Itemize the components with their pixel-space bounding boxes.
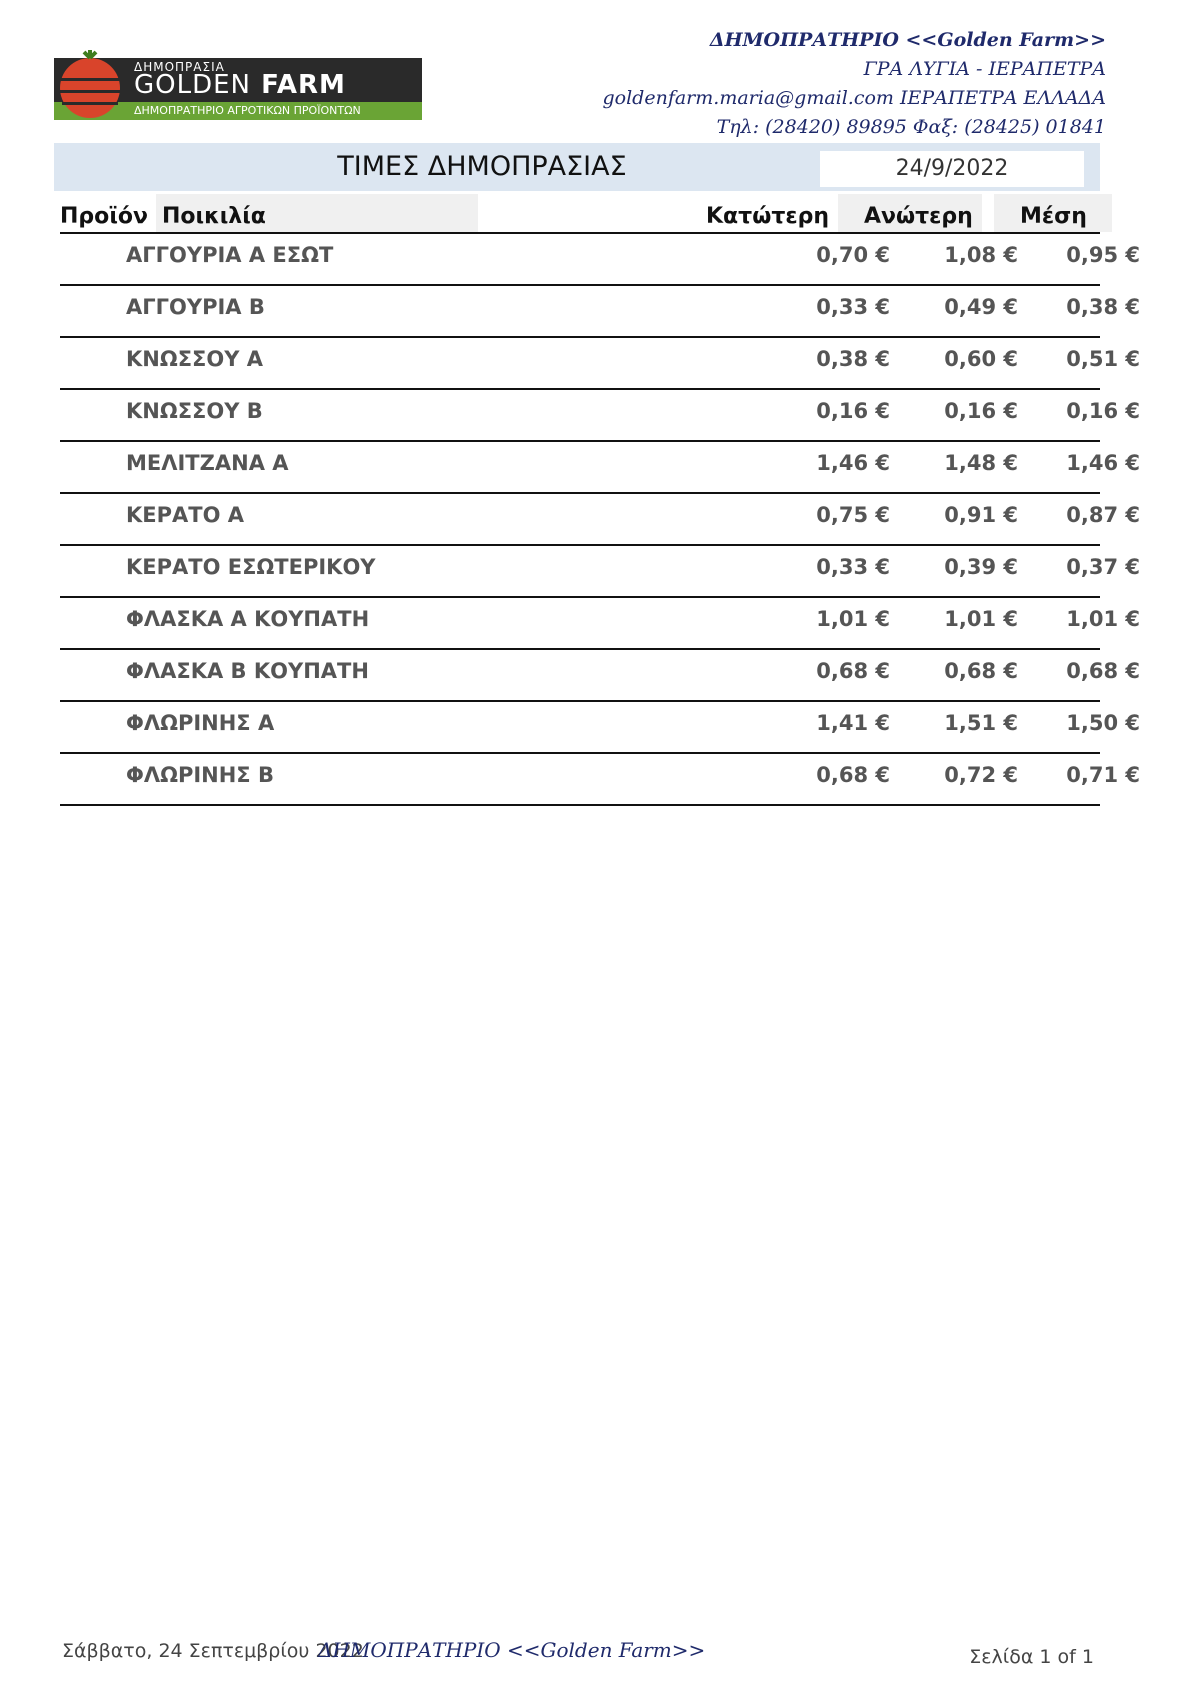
price-high: 0,60 €	[944, 347, 1018, 371]
logo-subtitle: ΔΗΜΟΠΡΑΤΗΡΙΟ ΑΓΡΟΤΙΚΩΝ ΠΡΟΪΟΝΤΩΝ	[134, 104, 361, 117]
table-row	[60, 442, 1140, 494]
product-name: ΑΓΓΟΥΡΙΑ Β	[126, 295, 265, 319]
product-name: ΚΝΩΣΣΟΥ Α	[126, 347, 264, 371]
logo-brand-light: GOLDEN	[134, 70, 251, 100]
footer-date: Σάββατο, 24 Σεπτεμβρίου 2022	[62, 1640, 364, 1662]
price-low: 1,01 €	[816, 607, 890, 631]
product-name: ΑΓΓΟΥΡΙΑ Α ΕΣΩΤ	[126, 243, 334, 267]
table-row	[60, 546, 1140, 598]
table-row	[60, 650, 1140, 702]
column-low: Κατώτερη	[706, 204, 830, 229]
price-high: 0,16 €	[944, 399, 1018, 423]
price-low: 0,75 €	[816, 503, 890, 527]
price-avg: 0,37 €	[1066, 555, 1140, 579]
price-high: 0,49 €	[944, 295, 1018, 319]
price-avg: 0,95 €	[1066, 243, 1140, 267]
contact-block	[603, 26, 1107, 142]
contact-email: goldenfarm.maria@gmail.com ΙΕΡΑΠΕΤΡΑ ΕΛΛΑΔΑ	[602, 87, 1106, 109]
price-avg: 0,51 €	[1066, 347, 1140, 371]
column-avg: Μέση	[1020, 204, 1087, 229]
price-avg: 0,71 €	[1066, 763, 1140, 787]
price-low: 1,46 €	[816, 451, 890, 475]
price-low: 0,33 €	[816, 555, 890, 579]
report-title: ΤΙΜΕΣ ΔΗΜΟΠΡΑΣΙΑΣ	[337, 151, 627, 182]
price-avg: 1,46 €	[1066, 451, 1140, 475]
logo-brand-bold: FARM	[261, 70, 346, 100]
footer-page-number: Σελίδα 1 of 1	[969, 1646, 1094, 1668]
table-row	[60, 234, 1140, 286]
price-table	[60, 234, 1140, 806]
tomato-icon	[54, 48, 126, 120]
price-high: 0,91 €	[944, 503, 1018, 527]
logo-brand	[134, 70, 346, 100]
contact-address: ΓΡΑ ΛΥΓΙΑ - ΙΕΡΑΠΕΤΡΑ	[863, 58, 1106, 80]
company-logo	[54, 42, 422, 120]
product-name: ΦΛΩΡΙΝΗΣ Β	[126, 763, 274, 787]
contact-phone: Τηλ: (28420) 89895 Φαξ: (28425) 01841	[716, 116, 1106, 138]
report-date: 24/9/2022	[820, 151, 1084, 187]
price-avg: 0,16 €	[1066, 399, 1140, 423]
product-name: ΦΛΑΣΚΑ Β ΚΟΥΠΑΤΗ	[126, 659, 369, 683]
table-row	[60, 598, 1140, 650]
product-name: ΚΕΡΑΤΟ Α	[126, 503, 245, 527]
price-avg: 0,68 €	[1066, 659, 1140, 683]
price-high: 0,39 €	[944, 555, 1018, 579]
price-low: 0,68 €	[816, 763, 890, 787]
logo-top-text: ΔΗΜΟΠΡΑΣΙΑ	[134, 60, 225, 74]
column-high: Ανώτερη	[864, 204, 973, 229]
price-low: 0,16 €	[816, 399, 890, 423]
price-avg: 0,87 €	[1066, 503, 1140, 527]
price-high: 0,68 €	[944, 659, 1018, 683]
price-avg: 1,50 €	[1066, 711, 1140, 735]
product-name: ΚΕΡΑΤΟ ΕΣΩΤΕΡΙΚΟΥ	[126, 555, 376, 579]
price-low: 0,70 €	[816, 243, 890, 267]
price-high: 1,01 €	[944, 607, 1018, 631]
table-row	[60, 390, 1140, 442]
price-avg: 1,01 €	[1066, 607, 1140, 631]
price-low: 0,68 €	[816, 659, 890, 683]
table-row	[60, 702, 1140, 754]
price-high: 1,48 €	[944, 451, 1018, 475]
price-low: 1,41 €	[816, 711, 890, 735]
product-name: ΦΛΑΣΚΑ Α ΚΟΥΠΑΤΗ	[126, 607, 370, 631]
product-name: ΜΕΛΙΤΖΑΝΑ Α	[126, 451, 289, 475]
price-high: 0,72 €	[944, 763, 1018, 787]
column-variety: Ποικιλία	[162, 204, 266, 229]
table-row	[60, 338, 1140, 390]
table-row	[60, 754, 1140, 806]
price-avg: 0,38 €	[1066, 295, 1140, 319]
product-name: ΚΝΩΣΣΟΥ Β	[126, 399, 263, 423]
column-product: Προϊόν	[60, 204, 148, 229]
table-row	[60, 494, 1140, 546]
footer-brand: ΔΗΜΟΠΡΑΤΗΡΙΟ <<Golden Farm>>	[318, 1638, 706, 1662]
price-low: 0,33 €	[816, 295, 890, 319]
contact-title: ΔΗΜΟΠΡΑΤΗΡΙΟ <<Golden Farm>>	[709, 29, 1106, 51]
price-low: 0,38 €	[816, 347, 890, 371]
product-name: ΦΛΩΡΙΝΗΣ Α	[126, 711, 275, 735]
price-high: 1,08 €	[944, 243, 1018, 267]
table-row	[60, 286, 1140, 338]
price-high: 1,51 €	[944, 711, 1018, 735]
